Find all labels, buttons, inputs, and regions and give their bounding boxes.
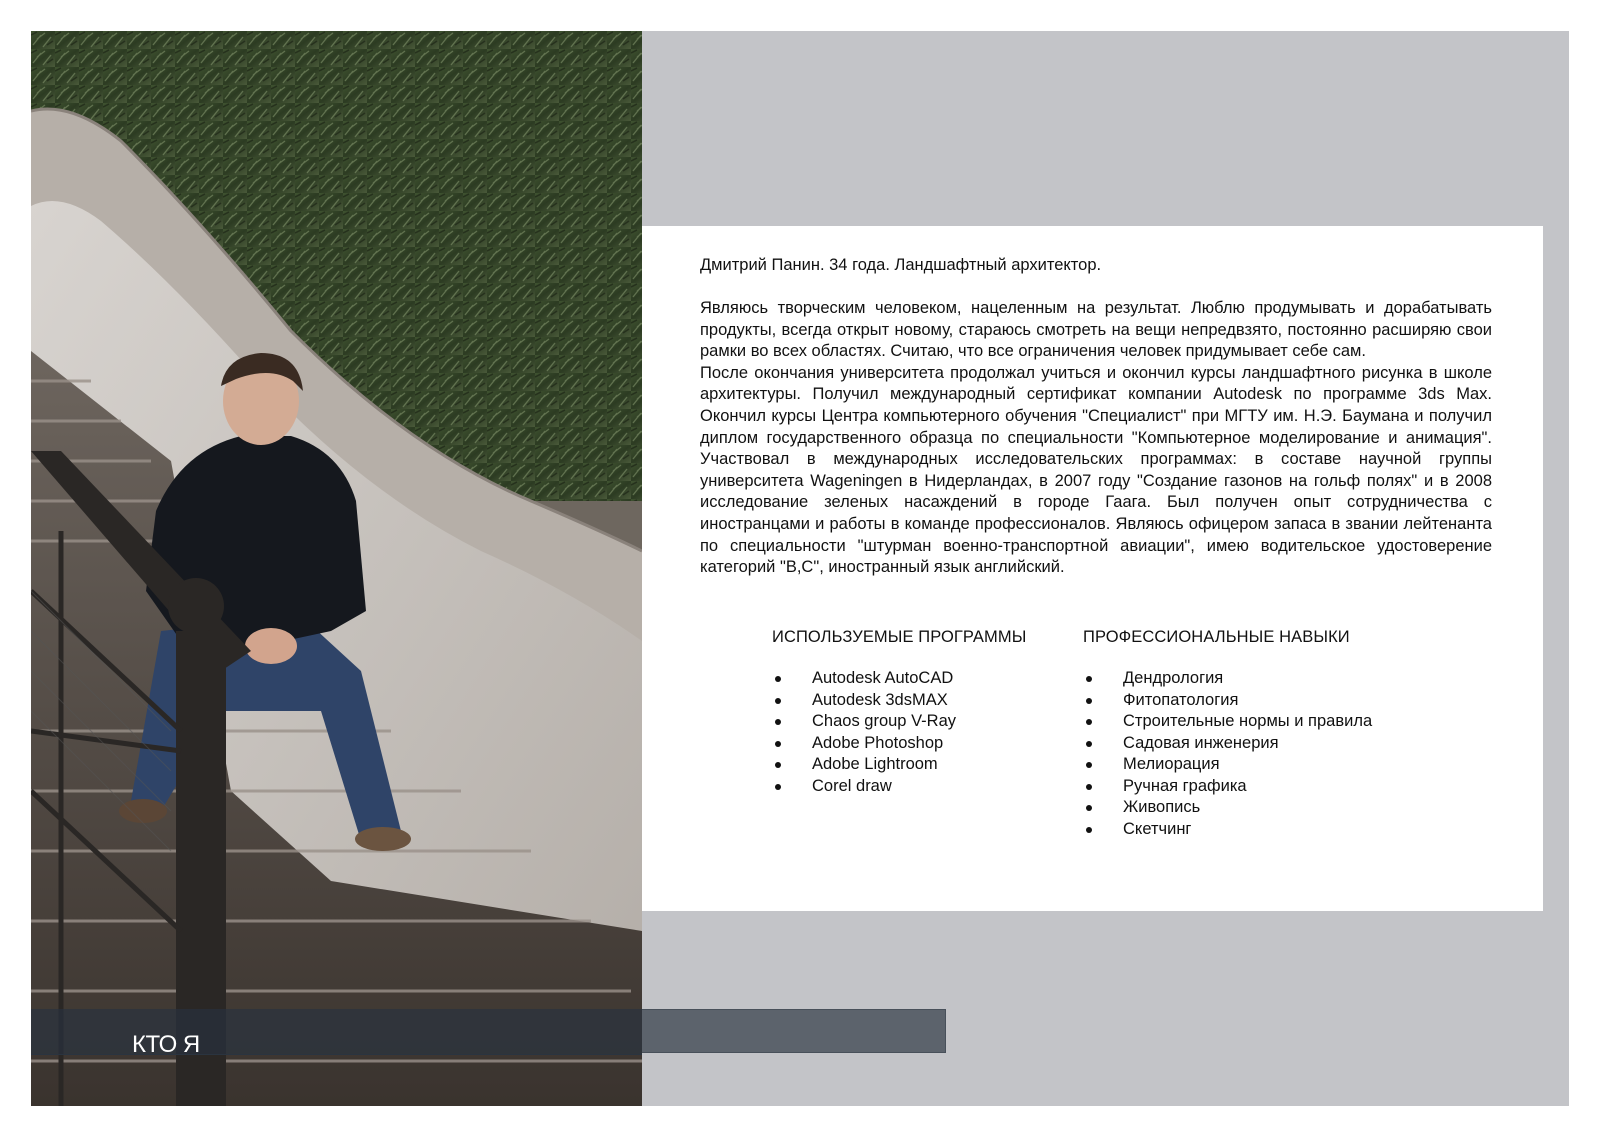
list-item: Дендрология: [1083, 668, 1372, 690]
skills-column: [1083, 628, 1372, 840]
profile-card: [642, 226, 1543, 911]
profile-title: Дмитрий Панин. 34 года. Ландшафтный архитектор.: [700, 256, 1102, 274]
programs-heading: ИСПОЛЬЗУЕМЫЕ ПРОГРАММЫ: [772, 628, 1027, 646]
bullet-icon: [775, 719, 781, 725]
list-item: Мелиорация: [1083, 754, 1372, 776]
skills-heading: ПРОФЕССИОНАЛЬНЫЕ НАВЫКИ: [1083, 628, 1350, 646]
bullet-icon: [1086, 784, 1092, 790]
bullet-icon: [1086, 676, 1092, 682]
list-item: Ручная графика: [1083, 776, 1372, 798]
section-title: КТО Я: [132, 1031, 200, 1058]
band-overlay-photo: [31, 1009, 642, 1055]
list-item: Adobe Lightroom: [772, 754, 1026, 776]
list-item: Живопись: [1083, 797, 1372, 819]
portrait-photo: [31, 31, 642, 1106]
list-item: Строительные нормы и правила: [1083, 711, 1372, 733]
bullet-icon: [775, 741, 781, 747]
bullet-icon: [1086, 698, 1092, 704]
skills-list: [1083, 668, 1372, 840]
bullet-icon: [775, 698, 781, 704]
list-item: Chaos group V-Ray: [772, 711, 1026, 733]
band-overlay-panel: [642, 1009, 946, 1053]
list-item: Autodesk 3dsMAX: [772, 690, 1026, 712]
bullet-icon: [775, 676, 781, 682]
bio-paragraph: После окончания университета продолжал учиться и окончил курсы ландшафтного рисунка в школе архитектуры. Получил международный сертификат компании Autodesk по программе 3ds Max. Окончил курсы Центра компьютерного обучения "Специалист" при МГТУ им. Н.Э. Баумана и получил диплом государственного образца по специальности "Компьютерное моделирование и анимация". Участвовал в международных исследовательских программах: в составе научной группы университета Wageningen в Нидерландах, в 2007 году "Создание газонов на гольф полях" и в 2008 исследование зеленых насаждений в городе Гаага. Был получен опыт сотрудничества с иностранцами и работы в команде профессионалов. Являюсь офицером запаса в звании лейтенанта по специальности "штурман военно-транспортной авиации", имею водительское удостоверение категорий "В,С", иностранный язык английский.: [700, 363, 1492, 577]
bullet-icon: [1086, 827, 1092, 833]
programs-column: [772, 628, 1026, 797]
list-item: Садовая инженерия: [1083, 733, 1372, 755]
bio-text: [700, 298, 1492, 579]
list-item: Скетчинг: [1083, 819, 1372, 841]
section-title-band: [31, 1009, 946, 1058]
programs-list: [772, 668, 1026, 797]
list-item: Autodesk AutoCAD: [772, 668, 1026, 690]
portrait-illustration: [31, 31, 642, 1106]
bullet-icon: [1086, 741, 1092, 747]
bullet-icon: [1086, 762, 1092, 768]
list-item: Adobe Photoshop: [772, 733, 1026, 755]
list-item: Corel draw: [772, 776, 1026, 798]
bullet-icon: [775, 762, 781, 768]
list-item: Фитопатология: [1083, 690, 1372, 712]
bio-paragraph: Являюсь творческим человеком, нацеленным на результат. Люблю продумывать и дорабатывать продукты, всегда открыт новому, стараюсь смотреть на вещи непредвзято, постоянно расширяю свои рамки во всех областях. Считаю, что все ограничения человек придумывает себе сам.: [700, 299, 1492, 361]
bullet-icon: [1086, 719, 1092, 725]
bullet-icon: [1086, 805, 1092, 811]
bullet-icon: [775, 784, 781, 790]
